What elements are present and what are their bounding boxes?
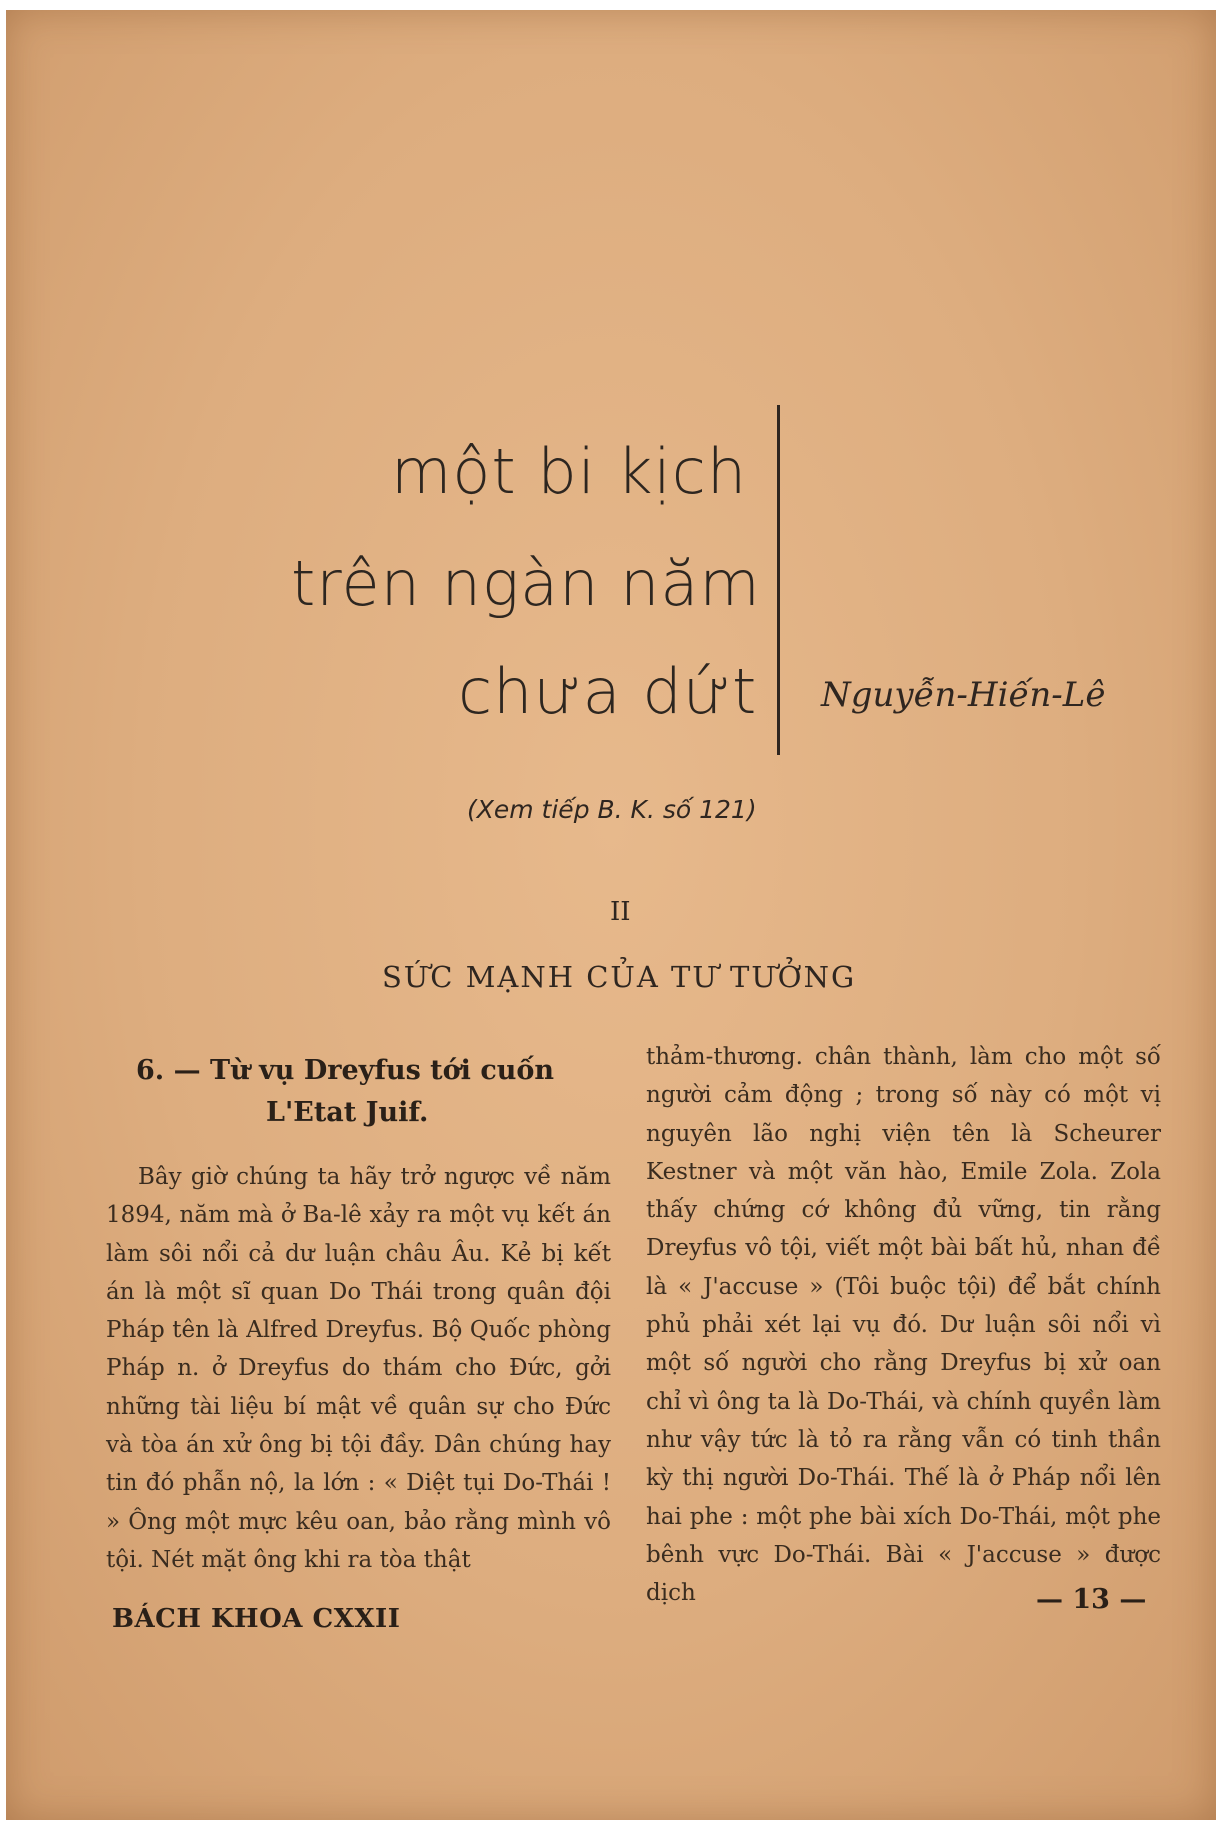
- page-number: — 13 —: [1036, 1584, 1147, 1615]
- article-title-line-3: chưa dứt: [458, 655, 758, 728]
- section-title: SỨC MẠNH CỦA TƯ TƯỞNG: [382, 960, 857, 994]
- body-paragraph-left: Bây giờ chúng ta hãy trở ngược về năm 1894, năm mà ở Ba-lê xảy ra một vụ kết án làm sôi nổi cả dư luận châu Âu. Kẻ bị kết án là một sĩ quan Do Thái trong quân đội Pháp tên là Alfred Dreyfus. Bộ Quốc phòng Pháp n. ở Dreyfus do thám cho Đức, gởi những tài liệu bí mật về quân sự cho Đức và tòa án xử ông bị tội đầy. Dân chúng hay tin đó phẫn nộ, la lớn : « Diệt tụi Do-Thái ! » Ông một mực kêu oan, bảo rằng mình vô tội. Nét mặt ông khi ra tòa thật: [106, 1164, 611, 1573]
- magazine-page: [6, 10, 1216, 1820]
- continued-note: (Xem tiếp B. K. số 121): [467, 795, 757, 824]
- subsection-heading-line-2: L'Etat Juif.: [266, 1097, 429, 1128]
- subsection-heading-line-1: 6. — Từ vụ Dreyfus tới cuốn: [136, 1055, 555, 1086]
- article-title-line-1: một bi kịch: [391, 435, 748, 508]
- body-column-left: [106, 1158, 611, 1579]
- title-divider: [777, 405, 780, 755]
- subsection-heading: [136, 1050, 616, 1134]
- body-column-right: [646, 1038, 1161, 1612]
- body-paragraph-right: thảm-thương. chân thành, làm cho một số người cảm động ; trong số này có một vị nguyên lão nghị viện tên là Scheurer Kestner và một văn hào, Emile Zola. Zola thấy chứng cớ không đủ vững, tin rằng Dreyfus vô tội, viết một bài bất hủ, nhan đề là « J'accuse » (Tôi buộc tội) để bắt chính phủ phải xét lại vụ đó. Dư luận sôi nổi vì một số người cho rằng Dreyfus bị xử oan chỉ vì ông ta là Do-Thái, và chính quyền làm như vậy tức là tỏ ra rằng vẫn có tinh thần kỳ thị người Do-Thái. Thế là ở Pháp nổi lên hai phe : một phe bài xích Do-Thái, một phe bênh vực Do-Thái. Bài « J'accuse » được dịch: [646, 1044, 1161, 1607]
- publication-footer: BÁCH KHOA CXXII: [112, 1604, 401, 1634]
- article-title-line-2: trên ngàn năm: [291, 547, 761, 620]
- author-signature: Nguyễn-Hiến-Lê: [821, 675, 1106, 715]
- section-number: II: [610, 897, 631, 927]
